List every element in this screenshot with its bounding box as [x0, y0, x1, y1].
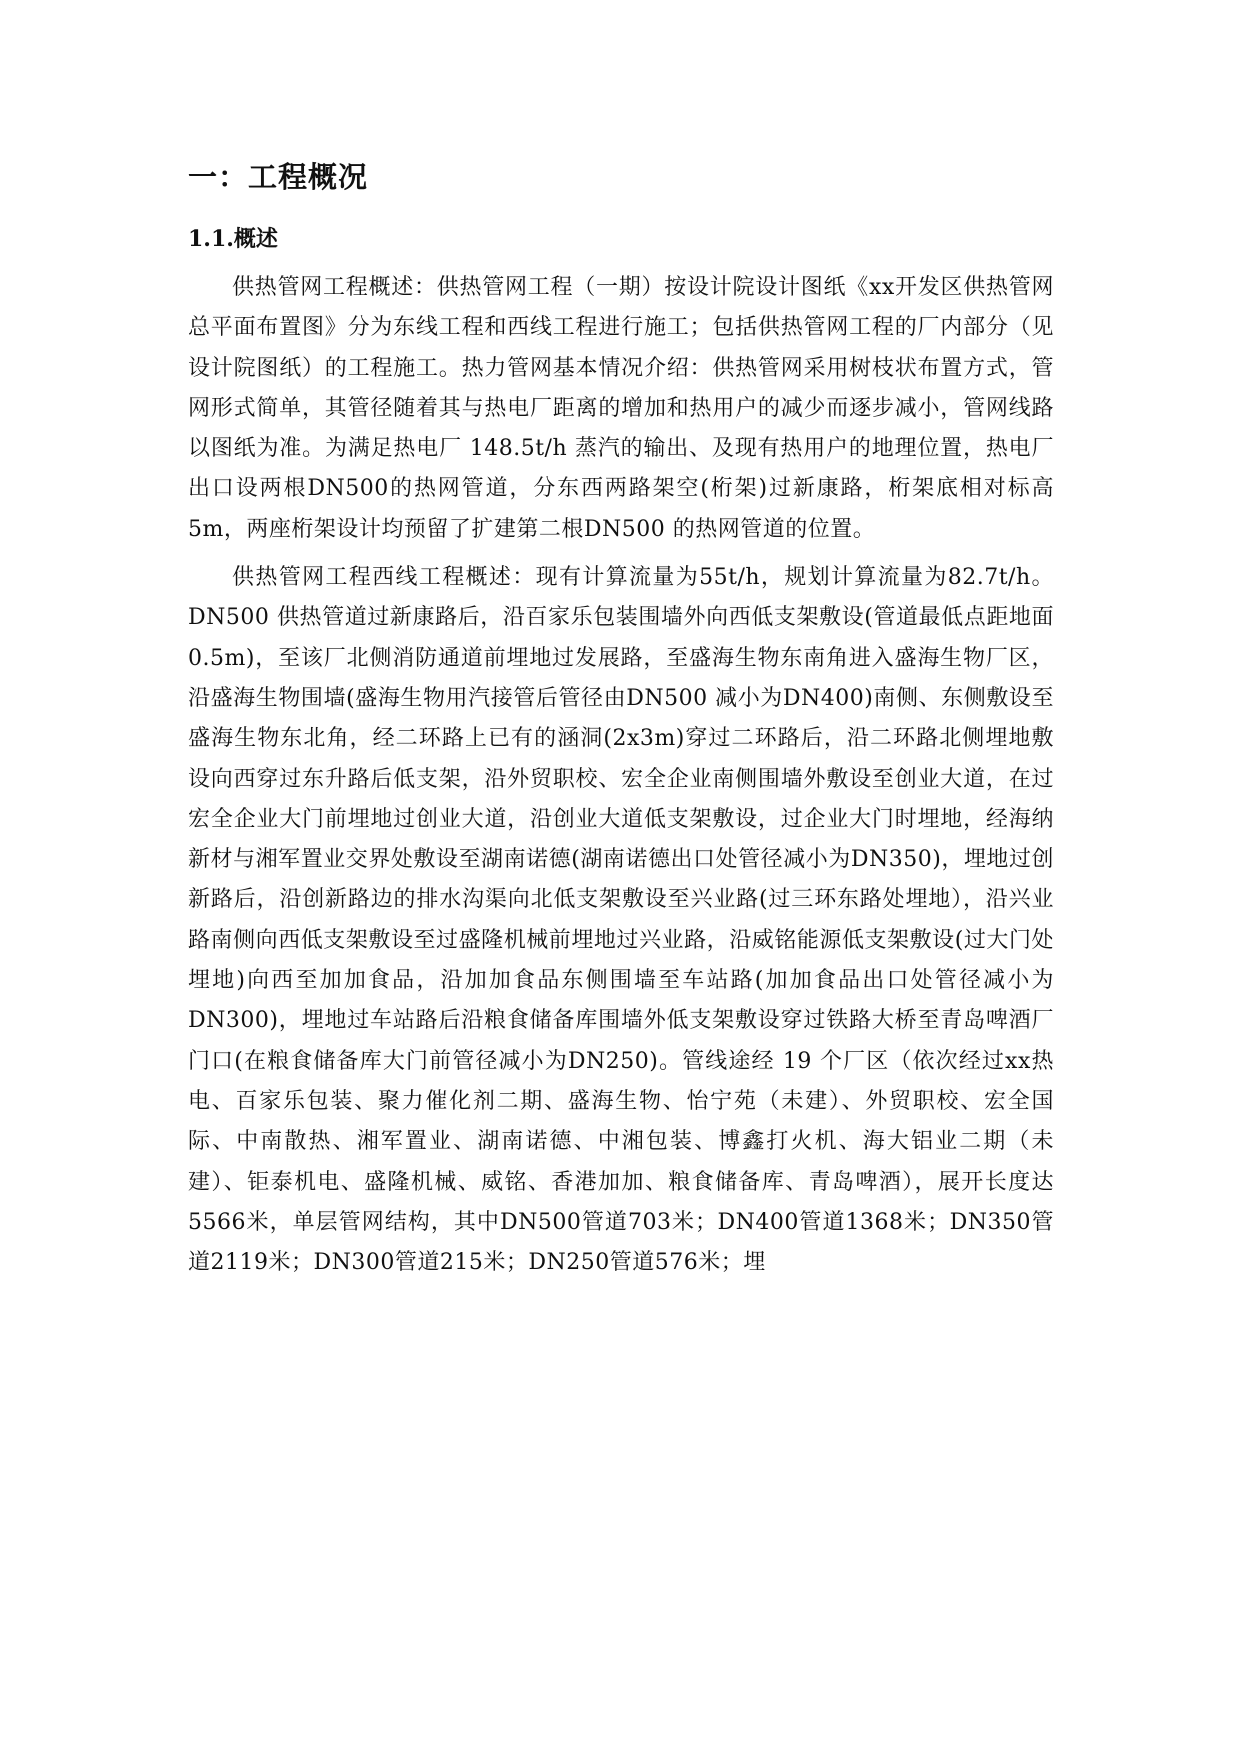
- body-text: [188, 268, 1054, 1291]
- paragraph-overview: 供热管网工程概述：供热管网工程（一期）按设计院设计图纸《xx开发区供热管网总平面布置图》分为东线工程和西线工程进行施工；包括供热管网工程的厂内部分（见设计院图纸）的工程施工。热力管网基本情况介绍：供热管网采用树枝状布置方式，管网形式简单，其管径随着其与热电厂距离的增加和热用户的减少而逐步减小，管网线路以图纸为准。为满足热电厂 148.5t/h 蒸汽的输出、及现有热用户的地理位置，热电厂出口设两根DN500的热网管道，分东西两路架空(桁架)过新康路，桁架底相对标高5m，两座桁架设计均预留了扩建第二根DN500 的热网管道的位置。: [188, 275, 1054, 542]
- paragraph-west-line: 供热管网工程西线工程概述：现有计算流量为55t/h，规划计算流量为82.7t/h。DN500 供热管道过新康路后，沿百家乐包装围墙外向西低支架敷设(管道最低点距地面0.5m)，至该厂北侧消防通道前埋地过发展路，至盛海生物东南角进入盛海生物厂区，沿盛海生物围墙(盛海生物用汽接管后管径由DN500 减小为DN400)南侧、东侧敷设至盛海生物东北角，经二环路上已有的涵洞(2x3m)穿过二环路后，沿二环路北侧埋地敷设向西穿过东升路后低支架，沿外贸职校、宏全企业南侧围墙外敷设至创业大道，在过宏全企业大门前埋地过创业大道，沿创业大道低支架敷设，过企业大门时埋地，经海纳新材与湘军置业交界处敷设至湖南诺德(湖南诺德出口处管径减小为DN350)，埋地过创新路后，沿创新路边的排水沟渠向北低支架敷设至兴业路(过三环东路处埋地），沿兴业路南侧向西低支架敷设至过盛隆机械前埋地过兴业路，沿威铭能源低支架敷设(过大门处埋地)向西至加加食品，沿加加食品东侧围墙至车站路(加加食品出口处管径减小为DN300)，埋地过车站路后沿粮食储备库围墙外低支架敷设穿过铁路大桥至青岛啤酒厂门口(在粮食储备库大门前管径减小为DN250)。管线途经 19 个厂区（依次经过xx热电、百家乐包装、聚力催化剂二期、盛海生物、怡宁苑（未建）、外贸职校、宏全国际、中南散热、湘军置业、湖南诺德、中湘包装、博鑫打火机、海大铝业二期（未建）、钜泰机电、盛隆机械、威铭、香港加加、粮食储备库、青岛啤酒），展开长度达5566米，单层管网结构，其中DN500管道703米；DN400管道1368米；DN350管道2119米；DN300管道215米；DN250管道576米；埋: [188, 565, 1054, 1276]
- section-heading: 一：工程概况: [188, 160, 369, 194]
- subsection-title: 1.1.概述: [188, 226, 278, 252]
